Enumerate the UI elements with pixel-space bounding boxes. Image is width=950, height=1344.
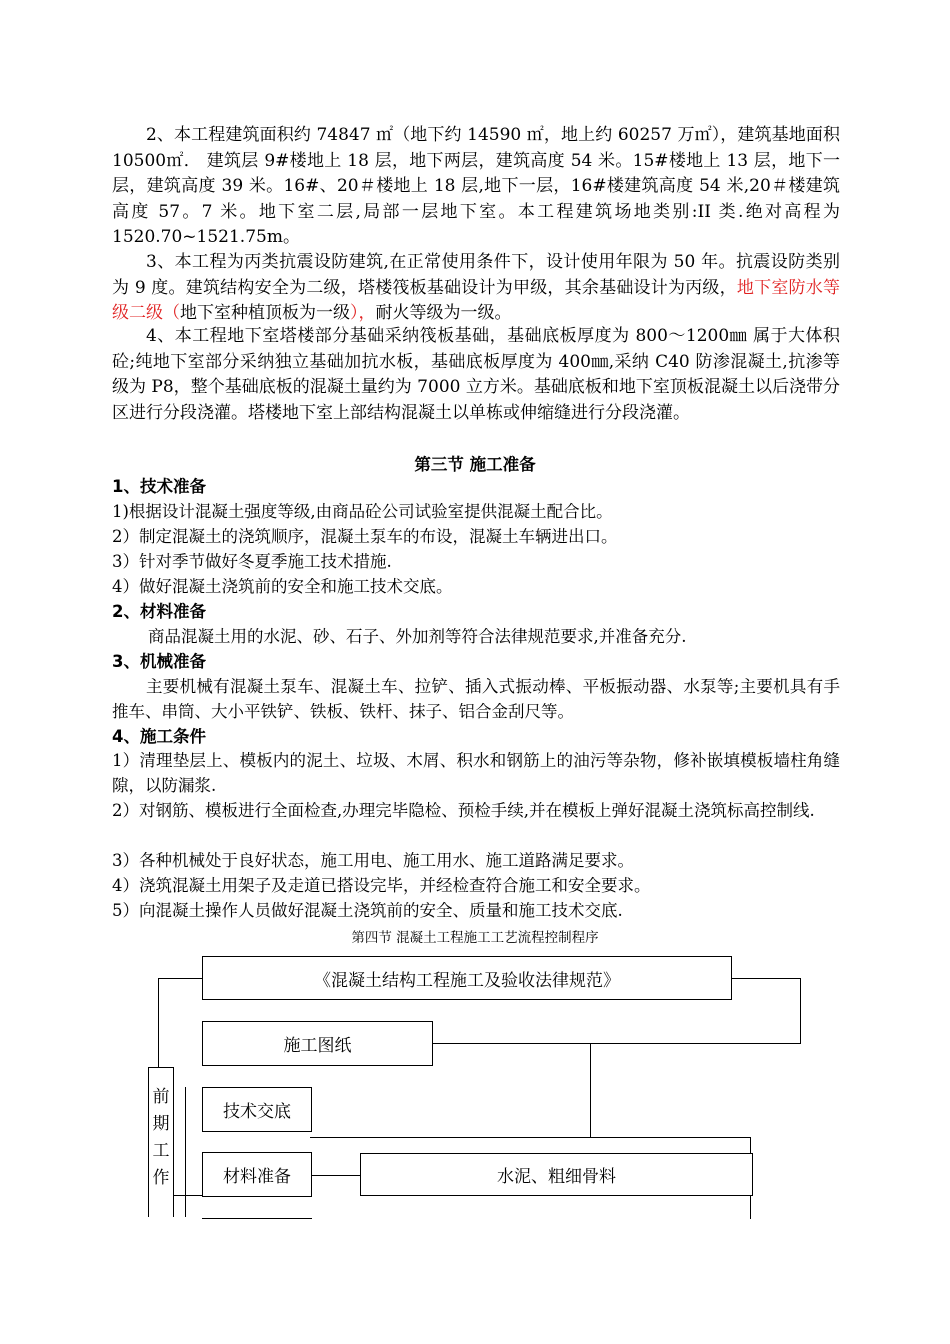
connector-spec-right [730,978,800,979]
tech-item-3: 3）针对季节做好冬夏季施工技术措施. [112,552,392,571]
connector-bottom-stub [202,1218,312,1219]
connector-inner-vertical [185,1087,186,1217]
connector-center-vertical [590,1043,591,1138]
tech-item-1: 1)根据设计混凝土强度等级,由商品砼公司试验室提供混凝土配合比。 [112,502,613,521]
connector-drawings-right [432,1043,801,1044]
drawings-box: 施工图纸 [202,1021,433,1066]
condition-item-2: 2）对钢筋、模板进行全面检查,办理完毕隐检、预检手续,并在模板上弹好混凝土浇筑标高控制线. [112,801,815,820]
paragraph-seismic [112,250,840,327]
heading-conditions: 4、施工条件 [112,727,206,746]
p3-text-after: 耐火等级为一级。 [375,303,512,324]
condition-item-5: 5）向混凝土操作人员做好混凝土浇筑前的安全、质量和施工技术交底. [112,901,623,920]
p3-text-before: 3、本工程为丙类抗震设防建筑,在正常使用条件下，设计使用年限为 50 年。抗震设防类别为 9 度。建筑结构安全为二级，塔楼筏板基础设计为甲级，其余基础设计为丙级， [112,252,840,298]
material-text: 商品混凝土用的水泥、砂、石子、外加剂等符合法律规范要求,并准备充分. [148,627,687,646]
heading-material-prep: 2、材料准备 [112,602,206,621]
heading-tech-prep: 1、技术准备 [112,477,206,496]
stage-label: 前期工作 [148,1067,174,1217]
condition-item-4: 4）浇筑混凝土用架子及走道已搭设完毕，并经检查符合施工和安全要求。 [112,876,651,895]
tech-item-4: 4）做好混凝土浇筑前的安全和施工技术交底。 [112,577,453,596]
waterproof-grade-highlight-end: ）， [350,303,376,324]
condition-item-1: 1）清理垫层上、模板内的泥土、垃圾、木屑、积水和钢筋上的油污等杂物，修补嵌填模板墙柱角缝隙，以防漏浆. [112,751,840,795]
connector-stage-material [174,1195,204,1196]
connector-left-vertical [158,978,159,1068]
flowchart-title: 第四节 混凝土工程施工工艺流程控制程序 [351,930,599,946]
tech-briefing-box: 技术交底 [202,1087,312,1132]
paragraph-building-area: 2、本工程建筑面积约 74847 ㎡（地下约 14590 ㎡，地上约 60257 万㎡），建筑基地面积 10500㎡． 建筑层 9#楼地上 18 层，地下两层，建筑高度 54 米。15#楼地上 13 层，地下一层，建筑高度 39 米。16#、20＃楼地上 18 层,地下一层，16#楼建筑高度 54 米,20＃楼建筑高度 57。7 米。地下室二层,局部一层地下室。本工程建筑场地类别:II 类.绝对高程为 1520.70~1521.75m。 [112,125,840,248]
material-prep-box: 材料准备 [202,1152,312,1197]
paragraph-foundation: 4、本工程地下室塔楼部分基础采纳筏板基础，基础底板厚度为 800～1200㎜ 属于大体积砼;纯地下室部分采纳独立基础加抗水板，基础底板厚度为 400㎜,采纳 C40 防渗混凝土,抗渗等级为 P8，整个基础底板的混凝土量约为 7000 立方米。基础底板和地下室顶板混凝土以后浇带分区进行分段浇灌。塔楼地下室上部结构混凝土以单栋或伸缩缝进行分段浇灌。 [112,326,840,423]
connector-material-aggregate [311,1175,361,1176]
connector-tech-horizontal [310,1137,751,1138]
waterproof-grade-highlight: 地下室防水等级二级（ [112,277,841,324]
condition-item-3: 3）各种机械处于良好状态，施工用电、施工用水、施工道路满足要求。 [112,851,634,870]
spec-box: 《混凝土结构工程施工及验收法律规范》 [202,956,732,1000]
tech-item-2: 2）制定混凝土的浇筑顺序，混凝土泵车的布设，混凝土车辆进出口。 [112,527,618,546]
section-title: 第三节 施工准备 [414,455,536,474]
p3-roof-grade: 地下室种植顶板为一级 [180,303,350,324]
machine-text: 主要机械有混凝土泵车、混凝土车、拉铲、插入式振动棒、平板振动器、水泵等;主要机具有手推车、串筒、大小平铁铲、铁板、铁杆、抹子、铝合金刮尺等。 [112,677,840,721]
aggregate-box: 水泥、粗细骨料 [360,1153,753,1196]
heading-machine-prep: 3、机械准备 [112,652,206,671]
connector-spec-left [158,978,204,979]
connector-right-vertical [800,978,801,1044]
